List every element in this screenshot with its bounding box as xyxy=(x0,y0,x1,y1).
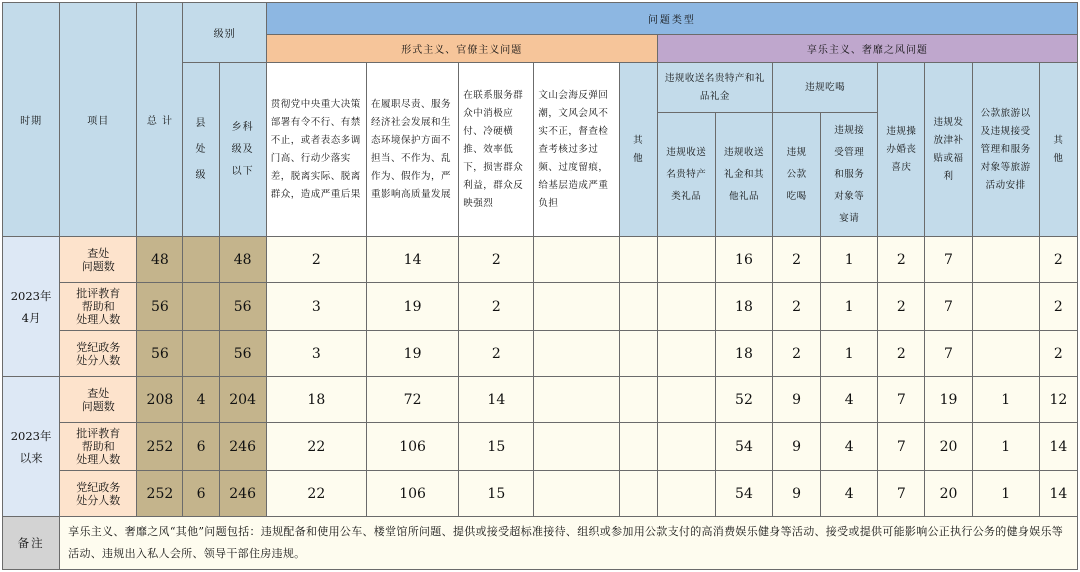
header-formalism-col-4: 文山会海反弹回潮，文风会风不实不正，督查检查考核过多过频、过度留痕，给基层造成严重负担 xyxy=(534,63,619,237)
value-cell-h7: 1 xyxy=(972,377,1039,423)
value-cell-h8: 2 xyxy=(1039,283,1077,331)
header-formalism: 形式主义、官僚主义问题 xyxy=(266,35,657,63)
item-cell: 查处 问题数 xyxy=(60,237,137,283)
value-cell-f5 xyxy=(619,377,657,423)
value-cell-h5: 7 xyxy=(878,423,925,471)
item-cell: 批评教育 帮助和 处理人数 xyxy=(60,423,137,471)
value-cell-h1 xyxy=(657,237,715,283)
value-cell-h6: 20 xyxy=(925,423,972,471)
value-cell-f2: 19 xyxy=(366,283,458,331)
header-formalism-col-5: 其 他 xyxy=(619,63,657,237)
value-cell-county: 4 xyxy=(183,377,219,423)
value-cell-f4 xyxy=(534,471,619,517)
value-cell-f3: 2 xyxy=(459,283,534,331)
value-cell-county xyxy=(183,237,219,283)
value-cell-f2: 19 xyxy=(366,331,458,377)
value-cell-h6: 7 xyxy=(925,331,972,377)
value-cell-h1 xyxy=(657,283,715,331)
value-cell-f5 xyxy=(619,423,657,471)
value-cell-h8: 14 xyxy=(1039,471,1077,517)
value-cell-h7: 1 xyxy=(972,423,1039,471)
value-cell-h1 xyxy=(657,377,715,423)
value-cell-h6: 20 xyxy=(925,471,972,517)
header-dining-col-1: 违规公款吃喝 xyxy=(773,113,821,237)
value-cell-h4: 4 xyxy=(821,423,878,471)
discipline-statistics-table xyxy=(2,2,1078,570)
value-cell-f3: 2 xyxy=(459,331,534,377)
table-row xyxy=(3,237,1078,283)
header-gift-group: 违规收送名贵特产和礼品礼金 xyxy=(657,63,772,113)
value-cell-f1: 3 xyxy=(266,283,366,331)
value-cell-h8: 2 xyxy=(1039,237,1077,283)
value-cell-f1: 3 xyxy=(266,331,366,377)
value-cell-h5: 7 xyxy=(878,377,925,423)
value-cell-f4 xyxy=(534,377,619,423)
value-cell-h3: 9 xyxy=(773,423,821,471)
value-cell-f4 xyxy=(534,423,619,471)
value-cell-f2: 14 xyxy=(366,237,458,283)
value-cell-h7: 1 xyxy=(972,471,1039,517)
value-cell-h7 xyxy=(972,283,1039,331)
value-cell-township: 246 xyxy=(219,423,266,471)
value-cell-h8: 14 xyxy=(1039,423,1077,471)
value-cell-h2: 16 xyxy=(715,237,772,283)
value-cell-h3: 9 xyxy=(773,471,821,517)
value-cell-f1: 2 xyxy=(266,237,366,283)
table-row xyxy=(3,377,1078,423)
value-cell-township: 204 xyxy=(219,377,266,423)
header-hedonism: 享乐主义、奢靡之风问题 xyxy=(657,35,1077,63)
value-cell-f3: 15 xyxy=(459,471,534,517)
header-formalism-col-1: 贯彻党中央重大决策部署有令不行、有禁不止，或者表态多调门高、行动少落实差，脱离实际、脱离群众，造成严重后果 xyxy=(266,63,366,237)
value-cell-h6: 19 xyxy=(925,377,972,423)
value-cell-f4 xyxy=(534,237,619,283)
value-cell-county xyxy=(183,283,219,331)
note-text: 享乐主义、奢靡之风“其他”问题包括：违规配备和使用公车、楼堂馆所问题、提供或接受超标准接待、组织或参加用公款支付的高消费娱乐健身等活动、接受或提供可能影响公正执行公务的健身娱乐等活动、违规出入私人会所、领导干部住房违规。 xyxy=(60,517,1078,570)
value-cell-f2: 72 xyxy=(366,377,458,423)
value-cell-f2: 106 xyxy=(366,423,458,471)
header-dining-col-2: 违规接受管理和服务对象等宴请 xyxy=(821,113,878,237)
value-cell-f2: 106 xyxy=(366,471,458,517)
header-level-county: 县 处 级 xyxy=(183,63,219,237)
header-dining-group: 违规吃喝 xyxy=(773,63,878,113)
header-travel: 公款旅游以及违规接受管理和服务对象等旅游活动安排 xyxy=(972,63,1039,237)
table-row xyxy=(3,331,1078,377)
value-cell-f4 xyxy=(534,331,619,377)
value-cell-f1: 18 xyxy=(266,377,366,423)
value-cell-township: 246 xyxy=(219,471,266,517)
period-cell: 2023年 4月 xyxy=(3,237,60,377)
value-cell-f1: 22 xyxy=(266,423,366,471)
value-cell-h4: 1 xyxy=(821,331,878,377)
header-item: 项目 xyxy=(60,3,137,237)
value-cell-township: 56 xyxy=(219,331,266,377)
value-cell-total: 252 xyxy=(137,471,183,517)
value-cell-county: 6 xyxy=(183,471,219,517)
value-cell-f5 xyxy=(619,237,657,283)
value-cell-h1 xyxy=(657,331,715,377)
value-cell-h2: 18 xyxy=(715,283,772,331)
value-cell-f3: 14 xyxy=(459,377,534,423)
header-formalism-col-2: 在履职尽责、服务经济社会发展和生态环境保护方面不担当、不作为、乱作为、假作为，严重影响高质量发展 xyxy=(366,63,458,237)
value-cell-h7 xyxy=(972,237,1039,283)
table-row xyxy=(3,423,1078,471)
value-cell-h3: 9 xyxy=(773,377,821,423)
item-cell: 党纪政务 处分人数 xyxy=(60,471,137,517)
header-allowance: 违规发放津补贴或福利 xyxy=(925,63,972,237)
header-gift-col-2: 违规收送礼金和其他礼品 xyxy=(715,113,772,237)
value-cell-h4: 1 xyxy=(821,237,878,283)
item-cell: 查处 问题数 xyxy=(60,377,137,423)
value-cell-h1 xyxy=(657,423,715,471)
item-cell: 批评教育 帮助和 处理人数 xyxy=(60,283,137,331)
value-cell-h5: 2 xyxy=(878,331,925,377)
value-cell-f5 xyxy=(619,471,657,517)
value-cell-h2: 54 xyxy=(715,423,772,471)
value-cell-h8: 2 xyxy=(1039,331,1077,377)
value-cell-county xyxy=(183,331,219,377)
header-gift-col-1: 违规收送名贵特产类礼品 xyxy=(657,113,715,237)
value-cell-county: 6 xyxy=(183,423,219,471)
value-cell-h4: 4 xyxy=(821,471,878,517)
table-row xyxy=(3,283,1078,331)
header-period: 时期 xyxy=(3,3,60,237)
header-level-township: 乡科 级及 以下 xyxy=(219,63,266,237)
value-cell-h2: 18 xyxy=(715,331,772,377)
value-cell-h2: 52 xyxy=(715,377,772,423)
value-cell-h6: 7 xyxy=(925,237,972,283)
value-cell-h2: 54 xyxy=(715,471,772,517)
value-cell-h5: 2 xyxy=(878,283,925,331)
value-cell-h5: 2 xyxy=(878,237,925,283)
value-cell-f1: 22 xyxy=(266,471,366,517)
value-cell-h8: 12 xyxy=(1039,377,1077,423)
value-cell-f4 xyxy=(534,283,619,331)
value-cell-township: 48 xyxy=(219,237,266,283)
period-cell: 2023年 以来 xyxy=(3,377,60,517)
value-cell-f3: 2 xyxy=(459,237,534,283)
header-level: 级别 xyxy=(183,3,266,63)
value-cell-h4: 1 xyxy=(821,283,878,331)
value-cell-total: 252 xyxy=(137,423,183,471)
value-cell-total: 48 xyxy=(137,237,183,283)
item-cell: 党纪政务 处分人数 xyxy=(60,331,137,377)
value-cell-h7 xyxy=(972,331,1039,377)
value-cell-h3: 2 xyxy=(773,331,821,377)
value-cell-h3: 2 xyxy=(773,283,821,331)
value-cell-total: 208 xyxy=(137,377,183,423)
value-cell-f3: 15 xyxy=(459,423,534,471)
value-cell-total: 56 xyxy=(137,331,183,377)
header-weddings: 违规操办婚丧喜庆 xyxy=(878,63,925,237)
header-formalism-col-3: 在联系服务群众中消极应付、冷硬横推、效率低下，损害群众利益，群众反映强烈 xyxy=(459,63,534,237)
value-cell-h4: 4 xyxy=(821,377,878,423)
value-cell-h6: 7 xyxy=(925,283,972,331)
value-cell-h5: 7 xyxy=(878,471,925,517)
value-cell-h1 xyxy=(657,471,715,517)
value-cell-township: 56 xyxy=(219,283,266,331)
header-problem-type: 问题类型 xyxy=(266,3,1077,35)
note-label: 备注 xyxy=(3,517,60,570)
value-cell-h3: 2 xyxy=(773,237,821,283)
header-hedonism-other: 其 他 xyxy=(1039,63,1077,237)
value-cell-total: 56 xyxy=(137,283,183,331)
value-cell-f5 xyxy=(619,331,657,377)
value-cell-f5 xyxy=(619,283,657,331)
table-row xyxy=(3,471,1078,517)
header-total: 总 计 xyxy=(137,3,183,237)
